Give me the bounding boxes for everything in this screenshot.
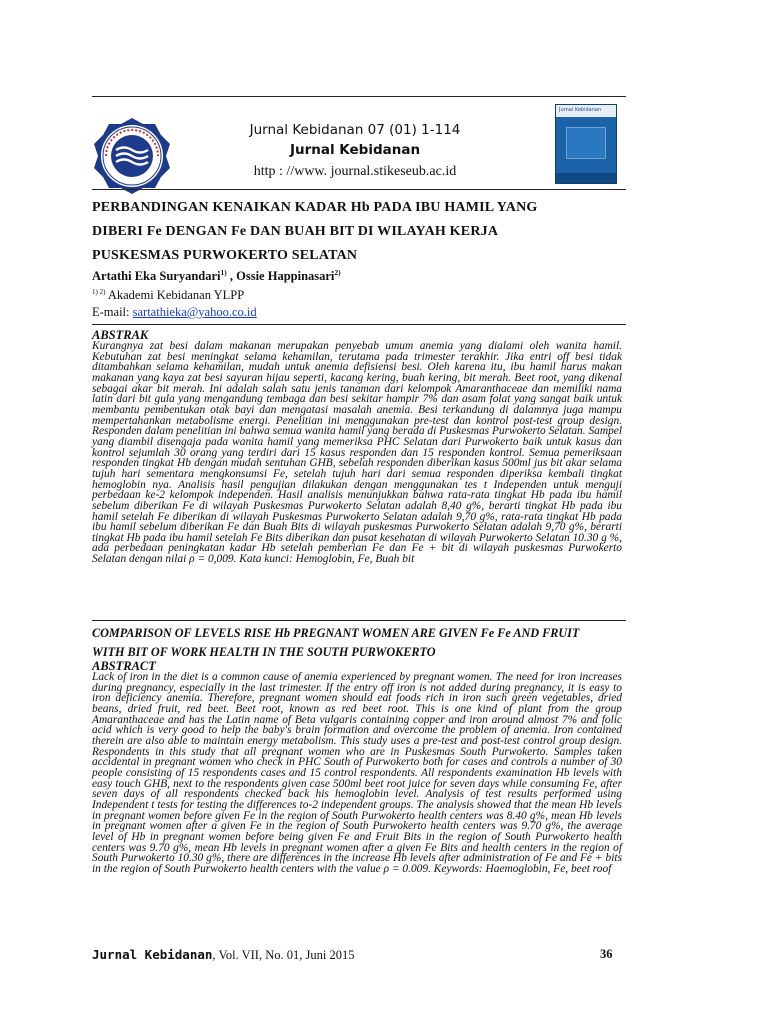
english-title-line-2: WITH BIT OF WORK HEALTH IN THE SOUTH PURWOKERTO xyxy=(92,645,436,659)
english-title-rule xyxy=(92,620,626,621)
author-2-sup: 2) xyxy=(334,268,341,277)
abstract-heading: ABSTRACT xyxy=(92,659,156,673)
footer-issue: , Vol. VII, No. 01, Juni 2015 xyxy=(212,948,355,962)
journal-url: http : //www. journal.stikeseub.ac.id xyxy=(253,164,457,179)
email-label: E-mail: xyxy=(92,305,133,319)
author-1: Artathi Eka Suryandari xyxy=(92,269,221,284)
authors xyxy=(92,268,341,284)
affiliation-text: Akademi Kebidanan YLPP xyxy=(107,288,245,303)
page-number: 36 xyxy=(600,947,613,961)
affiliation-sup: 1) 2) xyxy=(92,288,106,296)
english-title-line-1: COMPARISON OF LEVELS RISE Hb PREGNANT WOMEN ARE GIVEN Fe Fe AND FRUIT xyxy=(92,626,580,640)
footer-citation xyxy=(92,947,354,963)
article-title-line-2: DIBERI Fe DENGAN Fe DAN BUAH BIT DI WILAYAH KERJA xyxy=(92,224,499,239)
abstrak-rule xyxy=(92,324,626,325)
top-rule xyxy=(92,96,626,97)
author-separator: , xyxy=(226,269,237,284)
article-title-line-3: PUSKESMAS PURWOKERTO SELATAN xyxy=(92,248,358,263)
abstrak-body: Kurangnya zat besi dalam makanan merupakan penyebab umum anemia yang dialami oleh wanita hamil. Kebutuhan zat besi meningkat selama kehamilan, terutama pada trimester terakhir. Jika entri off besi tidak ditambahkan selama kehamilan, mudah untuk anemia defisiensi besi. Oleh karena itu, ibu hamil harus makan makanan yang kaya zat besi sayuran hijau seperti, kacang kering, buah kering, bit merah. Beet root, yang dikenal sebagai akar bit merah. Ini adalah salah satu jenis tanaman dari kelompok Amaranthaceae dan memiliki nama latin dari bit gula yang mengandung tembaga dan besi sekitar hampir 7% dan asam folat yang sangat baik untuk membantu pembentukan otak bayi dan mengatasi masalah anemia. Besi terkandung di dalamnya juga mampu mempertahankan metabolisme energi. Penelitian ini menggunakan pre-test dan kontrol post-test group design. Responden dalam penelitian ini bahwa semua wanita hamil yang berada di Puskesmas Purwokerto Selatan. Sampel yang diambil disengaja pada wanita hamil yang memeriksa PHC Selatan dari Purwokerto baik untuk kasus dan kontrol sejumlah 30 orang yang terdiri dari 15 kasus responden dan 15 responden kontrol. Semua pemeriksaan responden tingkat Hb dengan mudah sentuhan GHB, sebelah responden diberikan kasus 500ml jus bit akar selama tujuh hari sementara mengkonsumsi Fe, setelah tujuh hari dari semua responden diperiksa kembali tingkat hemoglobin nya. Analisis hasil pengujian dilakukan dengan menggunakan tes t Independen untuk menguji perbedaan ke-2 kelompok independen. Hasil analisis menunjukkan bahwa rata-rata tingkat Hb pada ibu hamil sebelum diberikan Fe di wilayah Puskesmas Purwokerto Selatan adalah 8,40 g%, berarti tingkat Hb pada ibu hamil setelah Fe diberikan di wilayah Puskesmas Purwokerto Selatan adalah 9,70 g%, rata-rata tingkat Hb pada ibu hamil sebelum diberikan Fe dan Buah Bits di wilayah puskesmas Purwokerto Selatan adalah 9,70 g%, berarti tingkat Hb pada ibu hamil setelah Fe Bits diberikan dan pusat kesehatan di wilayah Purwokerto Selatan 10.30 g %, ada perbedaan peningkatan kadar Hb setelah pemberian Fe dan Fe + bit di wilayah puskesmas Purwokerto Selatan dengan nilai ρ = 0,009. Kata kunci: Hemoglobin, Fe, Buah bit xyxy=(92,340,622,566)
email-line xyxy=(92,305,257,320)
header-rule xyxy=(92,189,626,190)
author-2: Ossie Happinasari xyxy=(236,269,335,284)
article-title-line-1: PERBANDINGAN KENAIKAN KADAR Hb PADA IBU HAMIL YANG xyxy=(92,200,538,215)
affiliation xyxy=(92,288,244,303)
author-1-sup: 1) xyxy=(220,268,227,277)
institution-logo xyxy=(92,116,172,196)
abstrak-heading: ABSTRAK xyxy=(92,328,149,342)
footer-journal-name: Jurnal Kebidanan xyxy=(92,947,213,962)
email-link[interactable]: sartathieka@yahoo.co.id xyxy=(132,305,257,319)
journal-cover-image xyxy=(555,104,617,184)
abstract-body: Lack of iron in the diet is a common cause of anemia experienced by pregnant women. The need for iron increases during pregnancy, especially in the last trimester. If the entry off iron is not added during pregnancy, it is easy to iron deficiency anemia. Therefore, pregnant women should eat foods rich in iron such green vegetables, dried beans, dried fruit, red beet. Beet root, known as red beet root. This is one kind of plant from the group Amaranthaceae and has the Latin name of Beta vulgaris containing copper and iron around almost 7% and folic acid which is very good to help the baby's brain formation and overcome the problem of anemia. Iron contained therein are also able to maintain energy metabolism. This study uses a pre-test and post-test control group design. Respondents in this study that all pregnant women who are in Puskesmas South Purwokerto. Samples taken accidental in pregnant women who check in PHC South of Purwokerto both for cases and controls a number of 30 people consisting of 15 respondents cases and 15 control respondents. All respondents examination Hb levels with easy touch GHB, next to the respondents given case 500ml beet root juice for seven days while consuming Fe, after seven days of all respondents checked back his hemoglobin level. Analysis of test results performed using Independent t tests for testing the differences to-2 independent groups. The analysis showed that the mean Hb levels in pregnant women before given Fe in the region of South Purwokerto health centers was 8.40 g%, mean Hb levels in pregnant women after a given Fe in the region of South Purwokerto health centers was 9.70 g%, the average level of Hb in pregnant women before being given Fe and Fruit Bits in the region of South Purwokerto health centers was 9.70 g%, mean Hb levels in pregnant women after a given Fe Bits and health centers in the region of South Purwokerto 10.30 g%, there are differences in the increase Hb levels after administration of Fe and Fe + bits in the region of South Purwokerto health centers with the value ρ = 0.009. Keywords: Haemoglobin, Fe, beet roof xyxy=(92,671,622,875)
journal-issue-line: Jurnal Kebidanan 07 (01) 1-114 xyxy=(249,122,461,138)
cover-label: Jurnal Kebidanan xyxy=(559,107,602,113)
journal-name: Jurnal Kebidanan xyxy=(289,142,421,158)
